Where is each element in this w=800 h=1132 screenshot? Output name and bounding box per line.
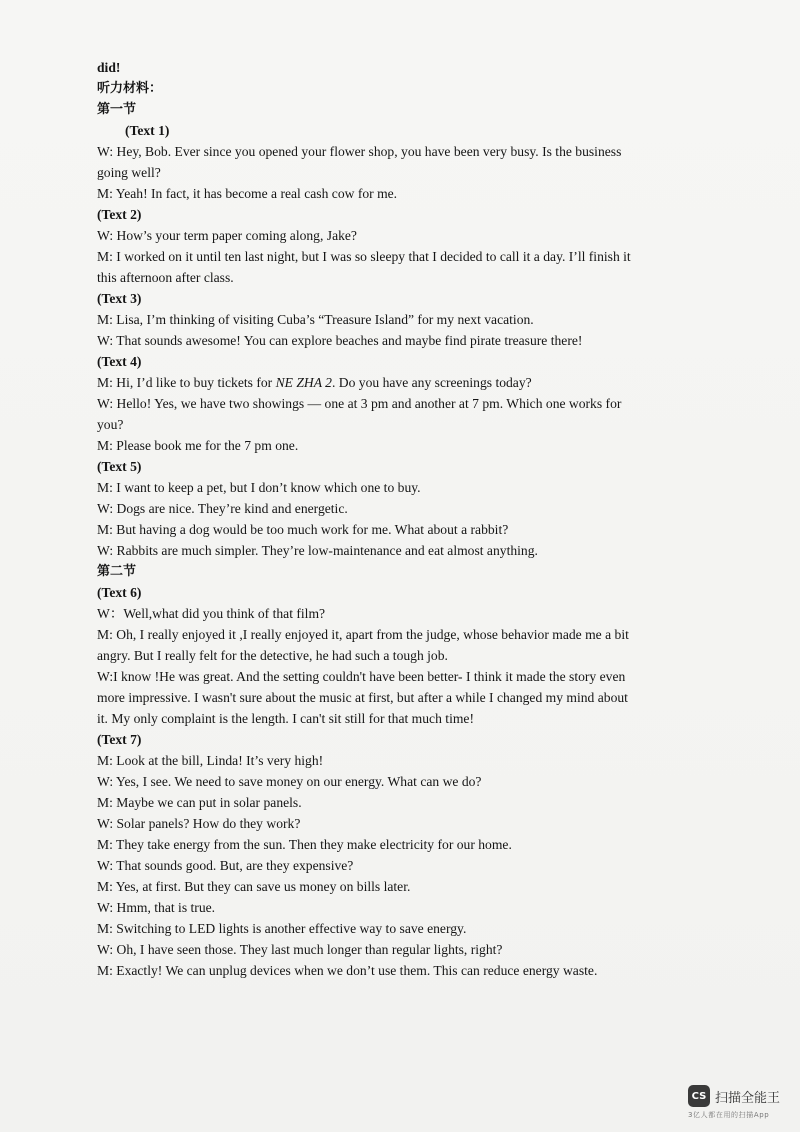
dialogue-line: M: Exactly! We can unplug devices when we don’t use them. This can reduce energy waste.	[97, 963, 598, 978]
dialogue-line: M: Yes, at first. But they can save us money on bills later.	[97, 879, 411, 894]
text-label: (Text 2)	[97, 207, 142, 222]
text-label: (Text 1)	[125, 123, 170, 138]
dialogue-line: it. My only complaint is the length. I can't sit still for that much time!	[97, 711, 474, 726]
dialogue-line: you?	[97, 417, 124, 432]
dialogue-line: M: I worked on it until ten last night, but I was so sleepy that I decided to call it a day. I’ll finish it	[97, 249, 631, 264]
dialogue-line: going well?	[97, 165, 161, 180]
transcript	[97, 57, 697, 981]
dialogue-line: W: Yes, I see. We need to save money on our energy. What can we do?	[97, 774, 482, 789]
dialogue-line: W: Hello! Yes, we have two showings — one at 3 pm and another at 7 pm. Which one works for	[97, 396, 622, 411]
text-label: (Text 7)	[97, 732, 142, 747]
dialogue-line: W: Solar panels? How do they work?	[97, 816, 301, 831]
continuation-text: did!	[97, 60, 121, 75]
dialogue-line: W: How’s your term paper coming along, Jake?	[97, 228, 357, 243]
watermark-title: 扫描全能王	[715, 1091, 781, 1106]
dialogue-line: W:I know !He was great. And the setting couldn't have been better- I think it made the story even	[97, 669, 626, 684]
part-heading: 第二节	[97, 564, 137, 579]
dialogue-line: W: That sounds good. But, are they expensive?	[97, 858, 354, 873]
dialogue-line: M: But having a dog would be too much work for me. What about a rabbit?	[97, 522, 509, 537]
dialogue-line: M: Please book me for the 7 pm one.	[97, 438, 299, 453]
text-label: (Text 3)	[97, 291, 142, 306]
dialogue-line: W: Hmm, that is true.	[97, 900, 216, 915]
dialogue-line: W: Oh, I have seen those. They last much longer than regular lights, right?	[97, 942, 503, 957]
dialogue-line: this afternoon after class.	[97, 270, 234, 285]
dialogue-line: more impressive. I wasn't sure about the music at first, but after a while I changed my mind about	[97, 690, 628, 705]
dialogue-line: M: I want to keep a pet, but I don’t know which one to buy.	[97, 480, 421, 495]
dialogue-line: M: Look at the bill, Linda! It’s very high!	[97, 753, 324, 768]
scanner-watermark	[688, 1085, 788, 1121]
part-heading: 第一节	[97, 102, 137, 117]
dialogue-line: angry. But I really felt for the detective, he had such a tough job.	[97, 648, 448, 663]
dialogue-line: M: Oh, I really enjoyed it ,I really enjoyed it, apart from the judge, whose behavior made me a bit	[97, 627, 629, 642]
text-label: (Text 6)	[97, 585, 142, 600]
text-label: (Text 4)	[97, 354, 142, 369]
camscanner-logo-icon: CS	[688, 1085, 710, 1107]
dialogue-line: W: Rabbits are much simpler. They’re low-maintenance and eat almost anything.	[97, 543, 538, 558]
dialogue-segment: M: Hi, I’d like to buy tickets for	[97, 375, 276, 390]
dialogue-segment: . Do you have any screenings today?	[331, 375, 532, 390]
dialogue-line: M: Lisa, I’m thinking of visiting Cuba’s “Treasure Island” for my next vacation.	[97, 312, 534, 327]
dialogue-line: M: Switching to LED lights is another effective way to save energy.	[97, 921, 467, 936]
dialogue-line: M: They take energy from the sun. Then they make electricity for our home.	[97, 837, 512, 852]
dialogue-line: M: Maybe we can put in solar panels.	[97, 795, 302, 810]
section-heading: 听力材料：	[97, 81, 163, 96]
text-label: (Text 5)	[97, 459, 142, 474]
dialogue-line: W: That sounds awesome! You can explore beaches and maybe find pirate treasure there!	[97, 333, 583, 348]
movie-title: NE ZHA 2	[275, 375, 332, 390]
watermark-subtitle: 3亿人都在用的扫描App	[688, 1111, 770, 1119]
dialogue-line: M: Yeah! In fact, it has become a real cash cow for me.	[97, 186, 398, 201]
dialogue-line: W：Well,what did you think of that film?	[97, 606, 326, 621]
dialogue-line	[97, 372, 697, 393]
dialogue-line: W: Dogs are nice. They’re kind and energetic.	[97, 501, 348, 516]
dialogue-line: W: Hey, Bob. Ever since you opened your flower shop, you have been very busy. Is the business	[97, 144, 622, 159]
